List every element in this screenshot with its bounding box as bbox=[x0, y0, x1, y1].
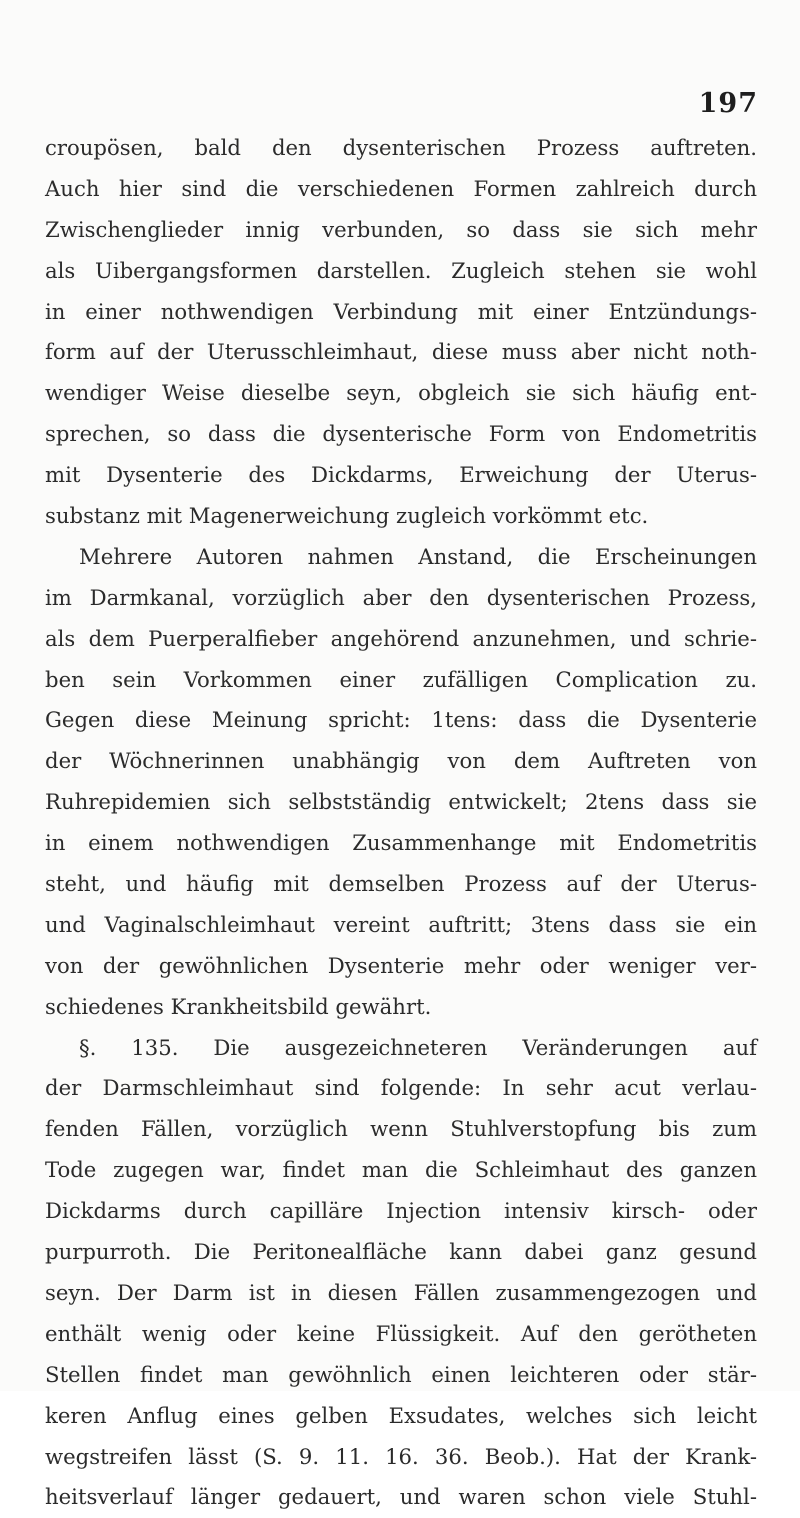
text-line: schiedenes Krankheitsbild gewährt. bbox=[45, 993, 432, 1019]
text-line: Gegen diese Meinung spricht: 1tens: dass die Dysenterie bbox=[45, 707, 757, 733]
text-line: im Darmkanal, vorzüglich aber den dysenterischen Prozess, bbox=[45, 584, 757, 610]
text-line: in einer nothwendigen Verbindung mit einer Entzündungs- bbox=[45, 298, 757, 324]
text-line: Ruhrepidemien sich selbstständig entwickelt; 2tens dass sie bbox=[45, 789, 757, 815]
text-line: der Wöchnerinnen unabhängig von dem Auftreten von bbox=[45, 748, 757, 774]
text-line: Stellen findet man gewöhnlich einen leichteren oder stär- bbox=[45, 1361, 757, 1387]
text-line: Zwischenglieder innig verbunden, so dass sie sich mehr bbox=[45, 216, 757, 242]
text-line: mit Dysenterie des Dickdarms, Erweichung der Uterus- bbox=[45, 462, 757, 488]
body-text bbox=[45, 128, 757, 1518]
text-line: Mehrere Autoren nahmen Anstand, die Erscheinungen bbox=[79, 543, 757, 569]
text-line: heitsverlauf länger gedauert, und waren schon viele Stuhl- bbox=[45, 1484, 757, 1510]
section-heading-line: §. 135. Die ausgezeichneteren Veränderungen auf bbox=[79, 1034, 757, 1060]
text-line: von der gewöhnlichen Dysenterie mehr oder weniger ver- bbox=[45, 952, 757, 978]
text-line: keren Anflug eines gelben Exsudates, welches sich leicht bbox=[45, 1402, 757, 1428]
text-line: Auch hier sind die verschiedenen Formen zahlreich durch bbox=[45, 175, 757, 201]
text-line: wendiger Weise dieselbe seyn, obgleich sie sich häufig ent- bbox=[45, 380, 757, 406]
text-line: Tode zugegen war, findet man die Schleimhaut des ganzen bbox=[45, 1157, 757, 1183]
text-line: in einem nothwendigen Zusammenhange mit Endometritis bbox=[45, 830, 757, 856]
text-line: seyn. Der Darm ist in diesen Fällen zusammengezogen und bbox=[45, 1279, 757, 1305]
text-line: fenden Fällen, vorzüglich wenn Stuhlverstopfung bis zum bbox=[45, 1116, 757, 1142]
text-line: als dem Puerperalfieber angehörend anzunehmen, und schrie- bbox=[45, 625, 757, 651]
text-line: sprechen, so dass die dysenterische Form von Endometritis bbox=[45, 421, 757, 447]
text-line: und Vaginalschleimhaut vereint auftritt; 3tens dass sie ein bbox=[45, 911, 757, 937]
text-line: wegstreifen lässt (S. 9. 11. 16. 36. Beob.). Hat der Krank- bbox=[45, 1443, 757, 1469]
text-line: ben sein Vorkommen einer zufälligen Complication zu. bbox=[45, 666, 757, 692]
text-line: der Darmschleimhaut sind folgende: In sehr acut verlau- bbox=[45, 1075, 757, 1101]
text-line: purpurroth. Die Peritonealfläche kann dabei ganz gesund bbox=[45, 1239, 757, 1265]
text-line: substanz mit Magenerweichung zugleich vorkömmt etc. bbox=[45, 503, 649, 529]
text-line: Dickdarms durch capilläre Injection intensiv kirsch- oder bbox=[45, 1198, 757, 1224]
page-number: 197 bbox=[698, 88, 758, 119]
text-line: enthält wenig oder keine Flüssigkeit. Auf den gerötheten bbox=[45, 1320, 757, 1346]
text-line: als Uibergangsformen darstellen. Zugleich stehen sie wohl bbox=[45, 257, 757, 283]
text-line: form auf der Uterusschleimhaut, diese muss aber nicht noth- bbox=[45, 339, 757, 365]
text-line: croupösen, bald den dysenterischen Prozess auftreten. bbox=[45, 135, 757, 160]
text-line: steht, und häufig mit demselben Prozess auf der Uterus- bbox=[45, 871, 757, 897]
